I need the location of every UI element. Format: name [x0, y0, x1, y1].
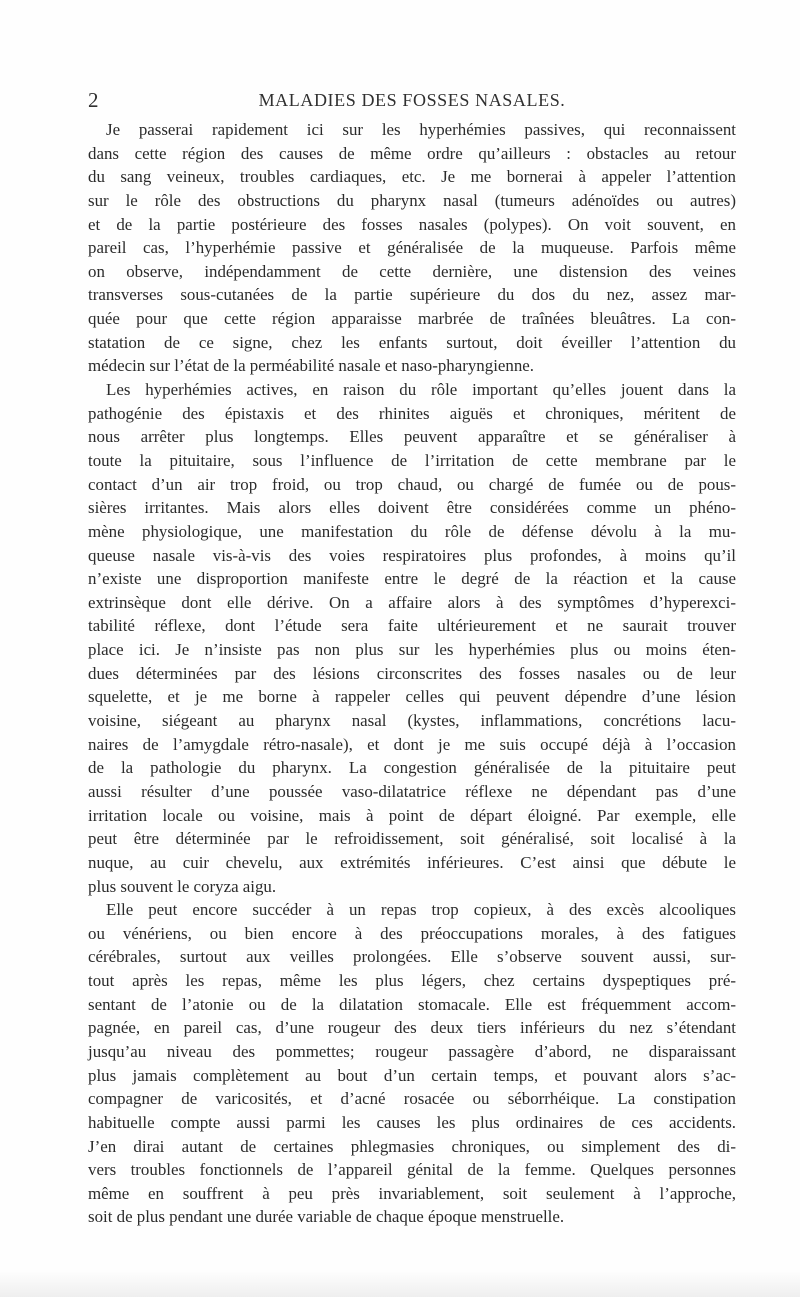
- text-line: transverses sous-cutanées de la partie supérieure du dos du nez, assez mar-: [88, 285, 736, 305]
- page-bottom-shadow: [0, 1271, 800, 1297]
- text-line: sentant de l’atonie ou de la dilatation stomacale. Elle est fréquemment accom-: [88, 994, 736, 1014]
- text-line: J’en dirai autant de certaines phlegmasies chroniques, ou simplement des di-: [88, 1136, 736, 1156]
- text-line: place ici. Je n’insiste pas non plus sur les hyperhémies plus ou moins éten-: [88, 640, 736, 660]
- text-line: tout après les repas, même les plus légers, chez certains dyspeptiques pré-: [88, 971, 736, 991]
- text-line: vers troubles fonctionnels de l’appareil génital de la femme. Quelques personnes: [88, 1160, 736, 1180]
- body-text: [88, 118, 736, 1229]
- text-line: pareil cas, l’hyperhémie passive et généralisée de la muqueuse. Parfois même: [88, 238, 736, 258]
- paragraph: [88, 898, 736, 1229]
- text-line: pathogénie des épistaxis et des rhinites aiguës et chroniques, méritent de: [88, 403, 736, 423]
- text-line: sur le rôle des obstructions du pharynx nasal (tumeurs adénoïdes ou autres): [88, 190, 736, 210]
- text-line: médecin sur l’état de la perméabilité nasale et naso-pharyngienne.: [88, 356, 535, 376]
- text-line: et de la partie postérieure des fosses nasales (polypes). On voit souvent, en: [88, 214, 736, 234]
- text-line: plus jamais complètement au bout d’un certain temps, et pouvant alors s’ac-: [88, 1065, 736, 1085]
- text-line: squelette, et je me borne à rappeler celles qui peuvent dépendre d’une lésion: [88, 687, 736, 707]
- text-line: mène physiologique, une manifestation du rôle de défense dévolu à la mu-: [88, 521, 736, 541]
- text-line: compagner de varicosités, et d’acné rosacée ou séborrhéique. La constipation: [88, 1089, 736, 1109]
- text-line: peut être déterminée par le refroidissement, soit généralisé, soit localisé à la: [88, 829, 736, 849]
- text-line: même en souffrent à peu près invariablement, soit seulement à l’approche,: [88, 1183, 736, 1203]
- text-line: irritation locale ou voisine, mais à point de départ éloigné. Par exemple, elle: [88, 805, 736, 825]
- text-line: pagnée, en pareil cas, d’une rougeur des deux tiers inférieurs du nez s’étendant: [88, 1018, 736, 1038]
- text-line: statation de ce signe, chez les enfants surtout, doit éveiller l’attention du: [88, 332, 736, 352]
- paragraph: [88, 378, 736, 898]
- text-line: dans cette région des causes de même ordre qu’ailleurs : obstacles au retour: [88, 143, 736, 163]
- text-line: du sang veineux, troubles cardiaques, etc. Je me bornerai à appeler l’attention: [88, 167, 736, 187]
- text-line: extrinsèque dont elle dérive. On a affaire alors à des symptômes d’hyperexci-: [88, 592, 736, 612]
- text-line: aussi résulter d’une poussée vaso-dilatatrice réflexe ne dépendant pas d’une: [88, 781, 736, 801]
- text-line: toute la pituitaire, sous l’influence de l’irritation de cette membrane par le: [88, 450, 736, 470]
- text-line: cérébrales, surtout aux veilles prolongées. Elle s’observe souvent aussi, sur-: [88, 947, 736, 967]
- text-line: nous arrêter plus longtemps. Elles peuvent apparaître et se généraliser à: [88, 427, 736, 447]
- text-line: tabilité réflexe, dont l’étude sera faite ultérieurement et ne saurait trouver: [88, 616, 736, 636]
- text-line: de la pathologie du pharynx. La congestion généralisée de la pituitaire peut: [88, 758, 736, 778]
- text-line: Je passerai rapidement ici sur les hyperhémies passives, qui reconnaissent: [106, 120, 736, 139]
- page-number: 2: [88, 88, 99, 112]
- text-line: dues déterminées par des lésions circonscrites des fosses nasales ou de leur: [88, 663, 736, 683]
- running-head: [88, 88, 736, 112]
- text-line: contact d’un air trop froid, ou trop chaud, ou chargé de fumée ou de pous-: [88, 474, 736, 494]
- text-line: naires de l’amygdale rétro-nasale), et dont je me suis occupé déjà à l’occasion: [88, 734, 736, 754]
- paragraph: [88, 118, 736, 378]
- text-line: habituelle compte aussi parmi les causes les plus ordinaires de ces accidents.: [88, 1112, 736, 1132]
- text-line: ou vénériens, ou bien encore à des préoccupations morales, à des fatigues: [88, 923, 736, 943]
- text-line: nuque, au cuir chevelu, aux extrémités inférieures. C’est ainsi que débute le: [88, 852, 736, 872]
- text-line: on observe, indépendamment de cette dernière, une distension des veines: [88, 261, 736, 281]
- text-line: voisine, siégeant au pharynx nasal (kystes, inflammations, concrétions lacu-: [88, 711, 736, 731]
- text-line: queuse nasale vis-à-vis des voies respiratoires plus profondes, à moins qu’il: [88, 545, 736, 565]
- text-line: n’existe une disproportion manifeste entre le degré de la réaction et la cause: [88, 569, 736, 589]
- text-line: plus souvent le coryza aigu.: [88, 876, 277, 896]
- text-line: Les hyperhémies actives, en raison du rôle important qu’elles jouent dans la: [106, 380, 736, 400]
- text-line: jusqu’au niveau des pommettes; rougeur passagère d’abord, ne disparaissant: [88, 1041, 736, 1061]
- text-line: Elle peut encore succéder à un repas trop copieux, à des excès alcooliques: [106, 900, 736, 920]
- text-line: sières irritantes. Mais alors elles doivent être considérées comme un phéno-: [88, 498, 736, 518]
- text-line: quée pour que cette région apparaisse marbrée de traînées bleuâtres. La con-: [88, 309, 736, 329]
- text-line: soit de plus pendant une durée variable de chaque époque menstruelle.: [88, 1207, 565, 1227]
- running-title: MALADIES DES FOSSES NASALES.: [258, 90, 566, 110]
